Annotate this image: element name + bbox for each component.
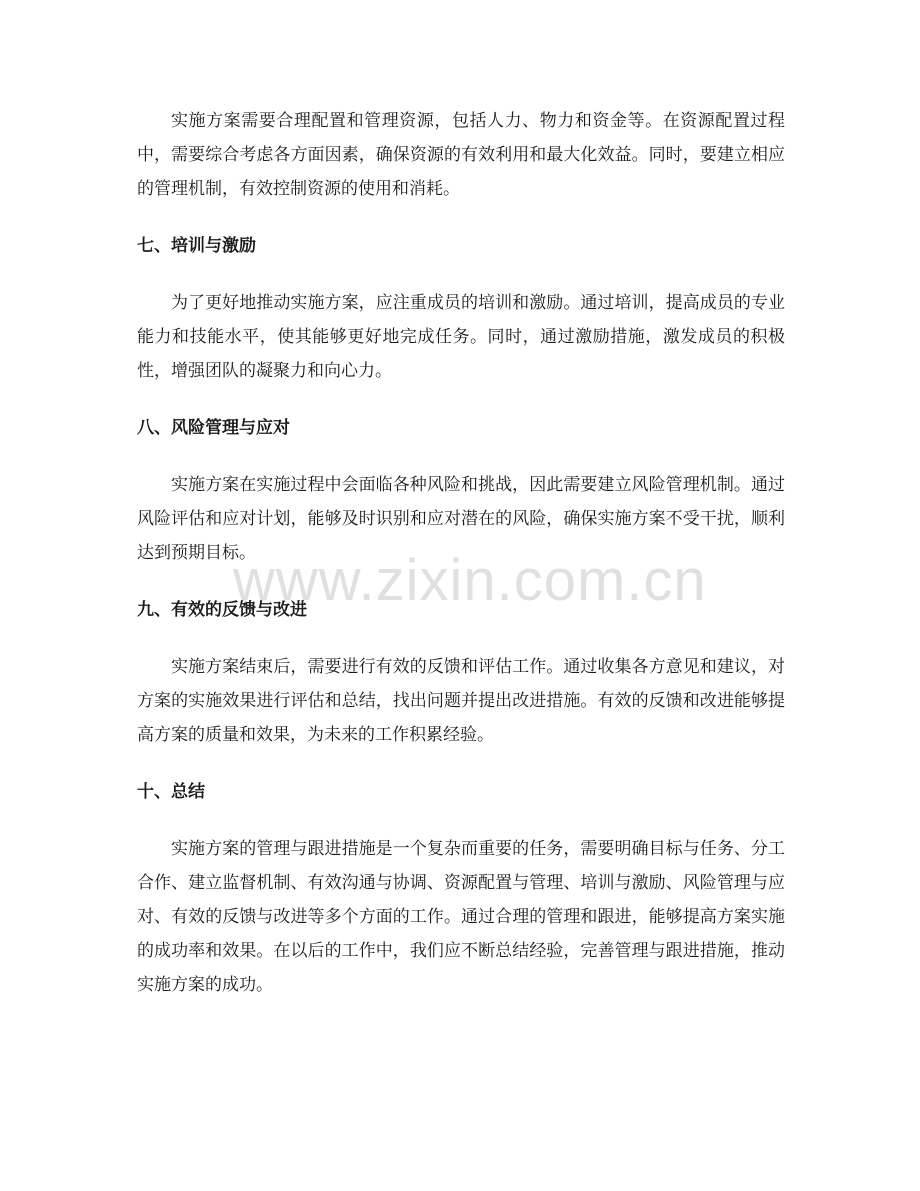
document-body xyxy=(137,104,785,1002)
spacer xyxy=(137,627,785,650)
spacer xyxy=(137,809,785,832)
spacer xyxy=(137,752,785,775)
spacer xyxy=(137,445,785,468)
section-heading-training: 七、培训与激励 xyxy=(137,236,256,256)
paragraph-summary: 实施方案的管理与跟进措施是一个复杂而重要的任务，需要明确目标与任务、分工合作、建立监督机制、有效沟通与协调、资源配置与管理、培训与激励、风险管理与应对、有效的反馈与改进等多个方面的工作。通过合理的管理和跟进，能够提高方案实施的成功率和效果。在以后的工作中，我们应不断总结经验，完善管理与跟进措施，推动实施方案的成功。 xyxy=(137,839,785,995)
spacer xyxy=(137,570,785,593)
section-heading-summary: 十、总结 xyxy=(137,782,205,802)
paragraph-feedback: 实施方案结束后，需要进行有效的反馈和评估工作。通过收集各方意见和建议，对方案的实施效果进行评估和总结，找出问题并提出改进措施。有效的反馈和改进能够提高方案的质量和效果，为未来的工作积累经验。 xyxy=(137,657,785,745)
section-heading-feedback: 九、有效的反馈与改进 xyxy=(137,600,307,620)
spacer xyxy=(137,263,785,286)
paragraph-risk: 实施方案在实施过程中会面临各种风险和挑战，因此需要建立风险管理机制。通过风险评估和应对计划，能够及时识别和应对潜在的风险，确保实施方案不受干扰，顺利达到预期目标。 xyxy=(137,475,785,563)
watermark-text: www.zixin.com.cn xyxy=(233,548,707,613)
spacer xyxy=(137,206,785,229)
section-heading-risk: 八、风险管理与应对 xyxy=(137,418,290,438)
paragraph-training: 为了更好地推动实施方案，应注重成员的培训和激励。通过培训，提高成员的专业能力和技能水平，使其能够更好地完成任务。同时，通过激励措施，激发成员的积极性，增强团队的凝聚力和向心力。 xyxy=(137,293,785,381)
paragraph-resource-allocation: 实施方案需要合理配置和管理资源，包括人力、物力和资金等。在资源配置过程中，需要综合考虑各方面因素，确保资源的有效利用和最大化效益。同时，要建立相应的管理机制，有效控制资源的使用和消耗。 xyxy=(137,111,785,199)
spacer xyxy=(137,388,785,411)
